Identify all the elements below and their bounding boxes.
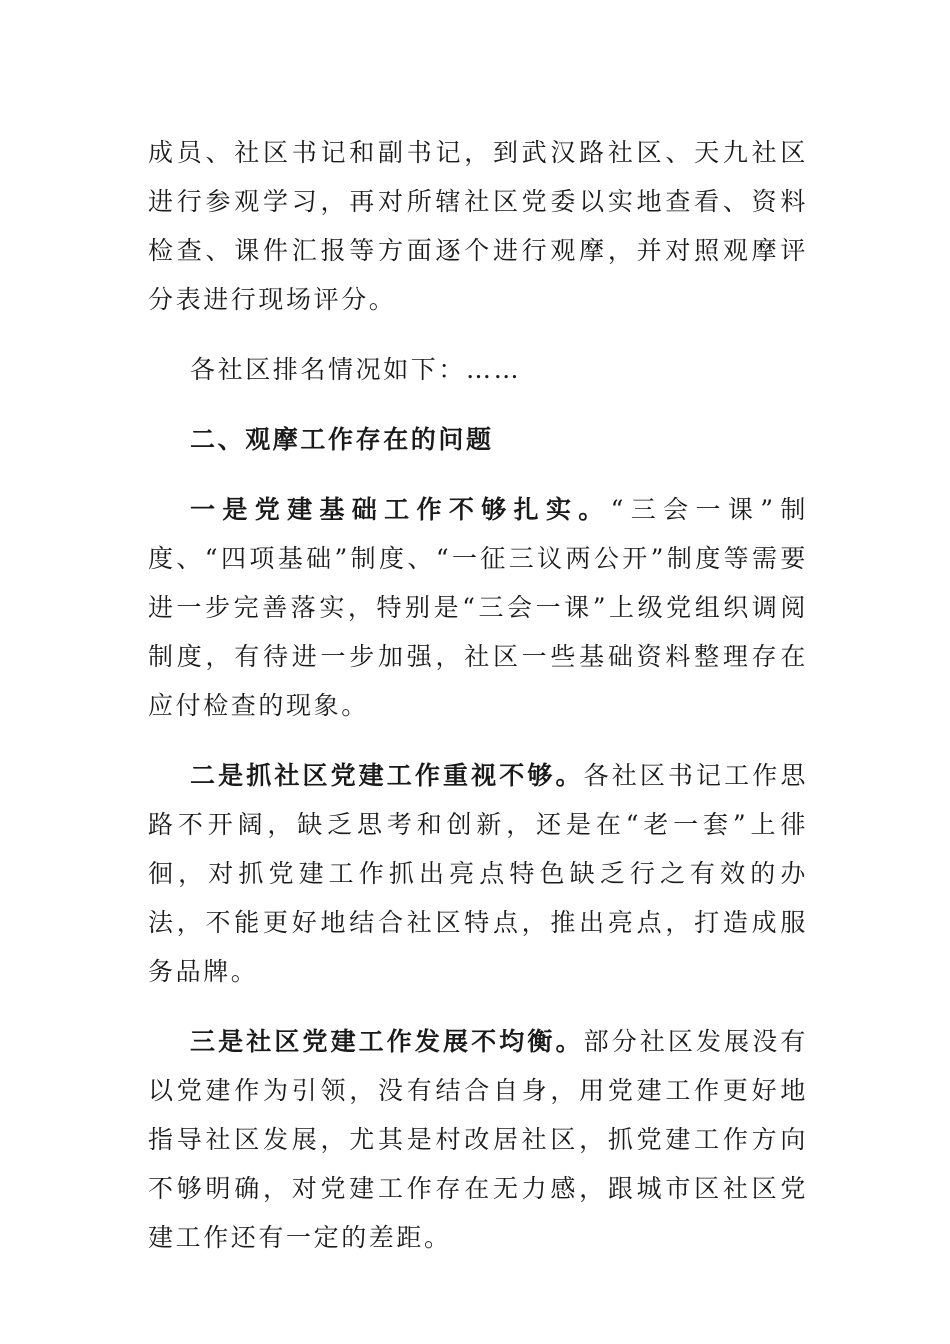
issue-paragraph-1 bbox=[148, 485, 808, 730]
issue-lead-1: 一是党建基础工作不够扎实。 bbox=[190, 495, 611, 524]
issue-lead-2: 二是抓社区党建工作重视不够。 bbox=[190, 761, 584, 790]
issue-body-1: “三会一课”制度、“四项基础”制度、“一征三议两公开”制度等需要进一步完善落实，特别是“三会一课”上级党组织调阅制度，有待进一步加强，社区一些基础资料整理存在应付检查的现象。 bbox=[148, 495, 808, 720]
issue-body-2: 各社区书记工作思路不开阔，缺乏思考和创新，还是在“老一套”上徘徊，对抓党建工作抓出亮点特色缺乏行之有效的办法，不能更好地结合社区特点，推出亮点，打造成服务品牌。 bbox=[148, 761, 808, 986]
paragraph-continuation: 成员、社区书记和副书记，到武汉路社区、天九社区进行参观学习，再对所辖社区党委以实地查看、资料检查、课件汇报等方面逐个进行观摩，并对照观摩评分表进行现场评分。 bbox=[148, 138, 808, 314]
issue-body-3: 部分社区发展没有以党建作为引领，没有结合自身，用党建工作更好地指导社区发展，尤其是村改居社区，抓党建工作方向不够明确，对党建工作存在无力感，跟城市区社区党建工作还有一定的差距。 bbox=[148, 1027, 808, 1252]
issue-paragraph-2 bbox=[148, 751, 808, 996]
issue-lead-3: 三是社区党建工作发展不均衡。 bbox=[190, 1027, 584, 1056]
document-body bbox=[148, 128, 808, 1262]
section-heading: 二、观摩工作存在的问题 bbox=[190, 425, 494, 454]
issue-paragraph-3 bbox=[148, 1017, 808, 1262]
paragraph-ranking: 各社区排名情况如下：…… bbox=[190, 355, 522, 384]
